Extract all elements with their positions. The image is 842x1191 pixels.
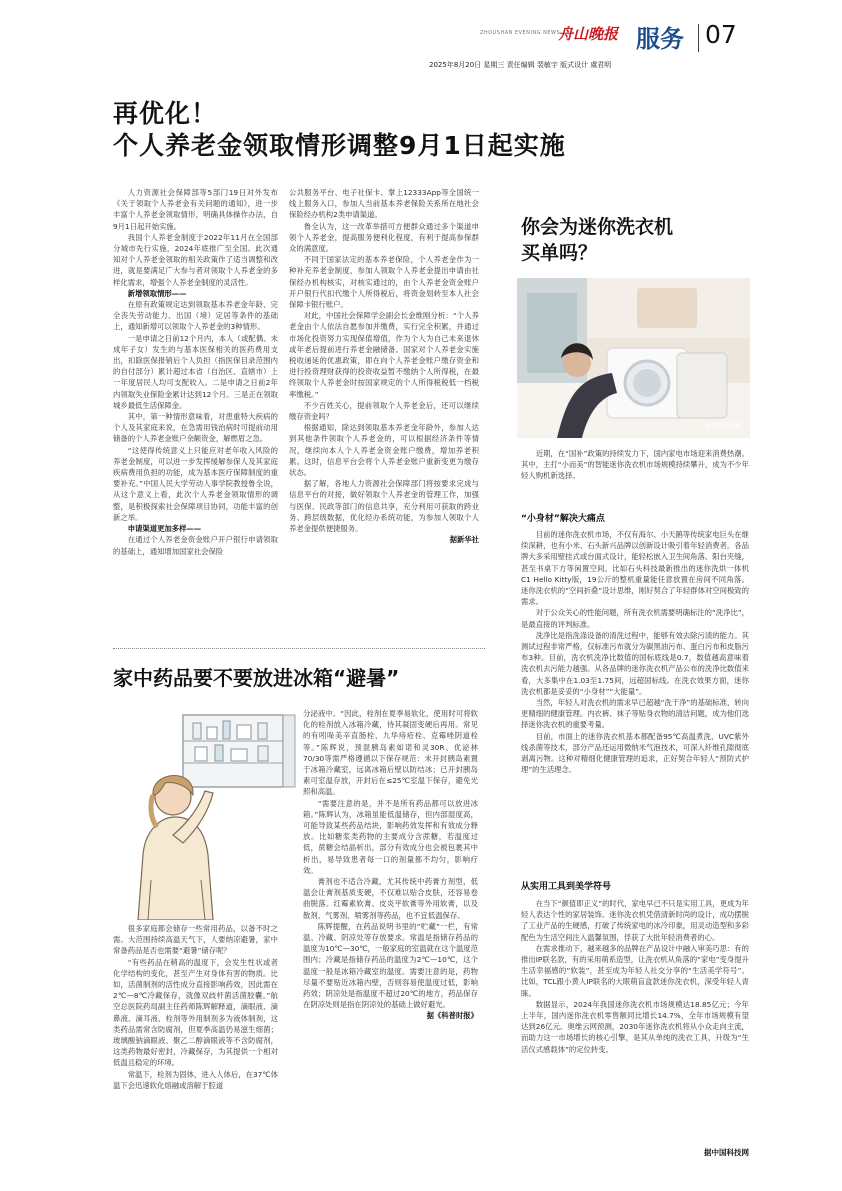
paragraph: 鲁全认为，这一改革举措可方便群众通过多个渠道申领个人养老金，提高服务便利化程度，有利于提高参保群众的满意度。 (289, 221, 479, 254)
dateline: 2025年8月20日 星期三 责任编辑 裴敏宇 版式设计 虞君明 (429, 61, 612, 69)
washing-machine-illustration (517, 278, 750, 438)
source-credit: 据新华社 (449, 535, 479, 545)
article3-column2 (303, 708, 478, 1022)
person-medicine-illustration (113, 705, 298, 920)
headline-text: 家中药品要不要放进冰箱 (113, 666, 333, 690)
paragraph: 一是申请之日前12个月内，本人（或配偶、未成年子女）发生的与基本医保相关的医药费用支出，扣除医保报销后个人负担（指医保目录范围内的自付部分）累计超过本省（自治区、直辖市）上一年度居民人均可支配收入。二是申请之日前2年内领取失业保险金累计达到12个月。三是正在领取城乡最低生活保障金。 (113, 333, 278, 410)
paragraph: 膏剂也不适合冷藏，尤其传统中药膏方剂型，低温会让膏剂基质变硬，不仅难以贴合皮肤，还容易卷曲脱落。红霉素软膏、皮炎平软膏等外用软膏，以及散剂、气雾剂、喷雾剂等药品，也不宜低温保存。 (303, 877, 478, 920)
headline-line1: 你会为迷你洗衣机 (521, 216, 674, 238)
subheading: 新增领取情形—— (127, 288, 187, 298)
paragraph: 在通过个人养老金资金账户开户银行申请领取的基础上，通知增加国家社会保险 (113, 535, 278, 556)
article2-body2 (521, 898, 749, 1055)
paragraph: 我国个人养老金制度于2022年11月在全国部分城市先行实施，2024年底推广至全国。此次通知对个人养老金领取的相关政策作了适当调整和改进，就是要满足广大参与者对领取个人养老金的多样化需求，增强个人养老金制度的灵活性。 (113, 232, 278, 287)
article3-column1 (113, 923, 278, 1091)
masthead (429, 20, 830, 80)
article2-source: 据中国科技网 (704, 1148, 749, 1157)
subheading: 申请渠道更加多样—— (127, 524, 202, 534)
photo-caption: 迷你洗衣机 (704, 421, 742, 430)
paragraph: 对于公众关心的性能问题，所有洗衣机需要明确标注的“洗净比”，是最直接的评判标准。 (521, 608, 749, 629)
washing-machine-photo (517, 278, 750, 438)
paragraph: 近期，在“国补”政策的持续发力下，国内家电市场迎来消费热潮。其中，主打“小而美”的智能迷你洗衣机市场规模持续攀升，成为不少年轻人购机新选择。 (521, 449, 749, 481)
headline-line1: 再优化！ (113, 99, 218, 128)
article1-headline (113, 98, 733, 162)
medicine-cabinet-illustration (113, 705, 298, 920)
paragraph: 在需求推动下，越来越多的品牌在产品设计中融入审美巧思：有的推出IP联名款，有的采用萌系造型，让洗衣机从角落的“家电”变身提升生活幸福感的“软装”，甚至成为年轻人社交分享的“生活美学符号”。比如，TCL跟小黄人IP联名的大眼萌盲盒款迷你洗衣机，深受年轻人青睐。 (521, 943, 749, 998)
source-credit: 据《科普时报》 (426, 1011, 478, 1021)
paragraph: 很多家庭都会储存一些常用药品，以备不时之需。大范围持续高温天气下，人要纳凉避暑，家中常备药品是否也需要“避暑”储存呢？ (113, 924, 278, 956)
paragraph: “这使得传统意义上只能应对老年收入风险的养老金制度，可以进一步发挥缓解参保人及其家庭疾病费用负担的功能，成为基本医疗保障制度的重要补充。”中国人民大学劳动人事学院教授鲁全说，从这个意义上看，此次个人养老金领取情形的调整，是积极探索社会保障项目协同，功能丰富的创新之举。 (113, 445, 278, 522)
paragraph: 常温下，栓剂为固体，进入人体后，在37℃体温下会迅速软化熔融或溶解于腔道 (113, 1069, 278, 1090)
article1-column1 (113, 187, 278, 557)
paragraph: 目前的迷你洗衣机市场，不仅有海尔、小天鹅等传统家电巨头在继续深耕，也有小米、石头新兴品牌以创新设计吸引着年轻消费者。各品牌大多采用壁挂式或台面式设计，能轻松嵌入卫生间角落、阳台夹缝，甚至书桌下方等闲置空间。比如石头科技最新推出的迷你洗烘一体机C1 Hello Kitty版，19公斤的整机重量能任意放置在房间不同角落。迷你洗衣机的“空间折叠”设计思维，刚好契合了年轻群体对空间极致的需求。 (521, 530, 749, 607)
article3-headline (113, 665, 399, 691)
article2-headline (521, 214, 741, 266)
paragraph: 数据显示，2024年我国迷你洗衣机市场规模达18.85亿元；今年上半年，国内迷你洗衣机零售额同比增长14.7%，全年市场规模有望达到26亿元。奥维云网预测，2030年迷你洗衣机将从小众走向主流，而助力这一市场增长的核心引擎，是其从单纯的洗衣工具，升级为“生活仪式感载体”的定位转变。 (521, 999, 749, 1054)
paragraph: 分泌液中。“因此，栓剂在夏季易软化，使用时可将软化的栓剂放入冰箱冷藏，待其凝固变硬后再用。常见的有吲哚美辛直肠栓、九华痔疮栓、克霉唑阴道栓等。”陈辉说，预混胰岛素如诺和灵30R、优泌林70/30等需严格遵循以下保存规范：未开封胰岛素置于冰箱冷藏室，远离冰箱后壁以防结冰；已开封胰岛素可室温存放，开封后在≤25℃室温下保存，避免光照和高温。 (303, 709, 478, 797)
paragraph: 公共服务平台、电子社保卡、掌上12333App等全国统一线上服务入口，参加人当前基本养老保险关系所在地社会保险经办机构2类申请渠道。 (289, 188, 479, 220)
divider-line (113, 648, 485, 649)
article2-subhead1: “小身材”解决大痛点 (521, 514, 605, 524)
article2-body1 (521, 529, 749, 775)
paragraph: 人力资源社会保障部等5部门19日对外发布《关于领取个人养老金有关问题的通知》，进一步丰富个人养老金领取情形，明确具体操作办法，自9月1日起开始实施。 (113, 188, 278, 231)
headline-line2: 买单吗？ (521, 242, 598, 264)
paragraph: 洗净比是指洗涤设备的清洗过程中，能够有效去除污渍的能力。其测试过程非常严格，仅标准污布就分为碳黑油污布、蛋白污布和皮脂污布3种。目前，洗衣机洗净比数值的国标底线是0.7，数值越高意味着洗衣机去污能力越强。从各品牌的迷你洗衣机产品公布的洗净比数值来看，大多集中在1.03至1.75间，远超国标线。在洗衣效果方面，迷你洗衣机都是妥妥的“小身材”“大能量”。 (521, 630, 749, 696)
newspaper-english-name: ZHOUSHAN EVENING NEWS (480, 30, 561, 36)
article1-column2 (289, 187, 479, 546)
paragraph: 不少百姓关心，提前领取个人养老金后，还可以继续缴存资金吗？ (289, 400, 479, 422)
paragraph: 其中，第一种情形意味着，对患重特大疾病的个人及其家庭来说，在急需用钱治病时可提前动用储备的个人养老金账户余额资金，解燃眉之急。 (113, 412, 278, 444)
paragraph: 陈辉提醒，在药品说明书里的“贮藏”一栏，有常温、冷藏、阴凉处等存放要求。常温是指储存药品的温度为10℃—30℃，一般家庭的室温就在这个温度范围内；冷藏是指储存药品的温度为2℃—10℃，这个温度一般是冰箱冷藏室的温度。需要注意的是，药物尽量不要贴近冰箱内壁，否则容易使温度过低，影响药效；阴凉处是指温度不超过20℃的地方，药品保存在阴凉处则是指在阴凉处的基础上做好避光。 (303, 921, 478, 1010)
paragraph: 在当下“颜值即正义”的时代，家电早已不只是实用工具，更成为年轻人表达个性的家居装饰。迷你洗衣机凭借清新时尚的设计，成功摆脱了工业产品的生硬感，打破了传统家电的冰冷印象，用灵动造型和多彩配色为生活空间注入温馨氛围，俘获了大批年轻消费者的心。 (521, 899, 749, 942)
paragraph: 在原有政策规定达到领取基本养老金年龄、完全丧失劳动能力、出国（境）定居等条件的基础上，通知新增可以领取个人养老金的3种情形。 (113, 300, 278, 332)
page-number: 07 (705, 20, 737, 49)
paragraph: 不同于国家法定的基本养老保险，个人养老金作为一种补充养老金制度，参加人领取个人养老金提出申请由社保经办机构核实，对核实通过的，由个人养老金资金账户开户银行代扣代缴个人所得税后，将资金划转至本人社会保障卡银行账户。 (289, 255, 479, 310)
paragraph: 据了解，各地人力资源社会保障部门将按要求完成与信息平台的对接，做好领取个人养老金的管理工作，加强与医保、民政等部门的信息共享，充分利用可获取的跨业务、跨层级数据，优化经办系统功能，为参加人领取个人养老金提供便捷服务。 (289, 479, 479, 534)
paragraph: “需要注意的是，并不是所有药品都可以放进冰箱。”陈辉认为，冰箱虽能低温储存，但内部湿度高，可能导致某些药品结块，影响药效发挥和有效成分释放。比如糖浆类药物的主要成分含蔗糖，若温度过低，蔗糖会结晶析出，部分有效成分也会被包裹其中析出，易导致患者每一口的剂量都不均匀，影响疗效。 (303, 798, 478, 875)
headline-quote: “避暑” (333, 666, 400, 690)
paragraph: 当然，年轻人对洗衣机的需求早已超越“洗干净”的基础标准，转向更精细的健康管理。内衣裤、袜子等贴身衣物的清洁问题，成为他们选择迷你洗衣机的重要考量。 (521, 698, 749, 730)
paragraph: 目前，市面上的迷你洗衣机基本都配备95℃高温煮洗、UVC紫外线杀菌等技术，部分产品还运用微纳米气泡技术，可深入纤维孔隙彻底剥离污物。这种对精细化健康管理的追求，正好契合年轻人“预防式护理”的生活理念。 (521, 731, 749, 775)
article2-intro (521, 448, 749, 482)
paragraph: 对此，中国社会保障学会副会长金维刚分析：“个人养老金由个人依法自愿参加并缴费，实行完全积累，并通过市场化投资努力实现保值增值，作为个人为自己未来退休或年老后提前进行养老金融储备。国家对个人养老金实施税收递延的优惠政策，即在向个人养老金账户缴存资金和进行投资理财获得的投资收益暂不缴纳个人所得税，在最终领取个人养老金时按国家规定的个人所得税税低一档税率缴税。” (289, 311, 479, 399)
article2-subhead2: 从实用工具到美学符号 (521, 882, 612, 892)
headline-line2: 个人养老金领取情形调整9月1日起实施 (113, 131, 566, 160)
section-title: 服务 (636, 24, 684, 53)
newspaper-logo: 舟山晚报 (558, 25, 619, 43)
paragraph: 根据通知，除达到领取基本养老金年龄外，参加人达到其他条件领取个人养老金的，可以根据经济条件等情况，继续向本人个人养老金资金账户缴费，增加养老积累。这时，信息平台会将个人养老金账户重新变更为缴存状态。 (289, 423, 479, 478)
paragraph: “有些药品在稍高的温度下，会发生性状或者化学结构的变化，甚至产生对身体有害的物质。比如，活菌制剂的活性成分直接影响药效，因此需在2℃—8℃冷藏保存，就像双歧杆菌活菌胶囊。”航空总医院药局副主任药师陈辉解释道，滴眼液、滴鼻液、滴耳液、栓剂等外用制剂多为液体制剂，这类药品需常含防腐剂，但夏季高温仍易滋生细菌；玻璃酸钠滴眼液、聚乙二醇滴眼液等不含防腐剂，这类药物最好密封，冷藏保存，为其提供一个相对低温且稳定的环境。 (113, 957, 278, 1068)
header-divider (698, 24, 699, 52)
